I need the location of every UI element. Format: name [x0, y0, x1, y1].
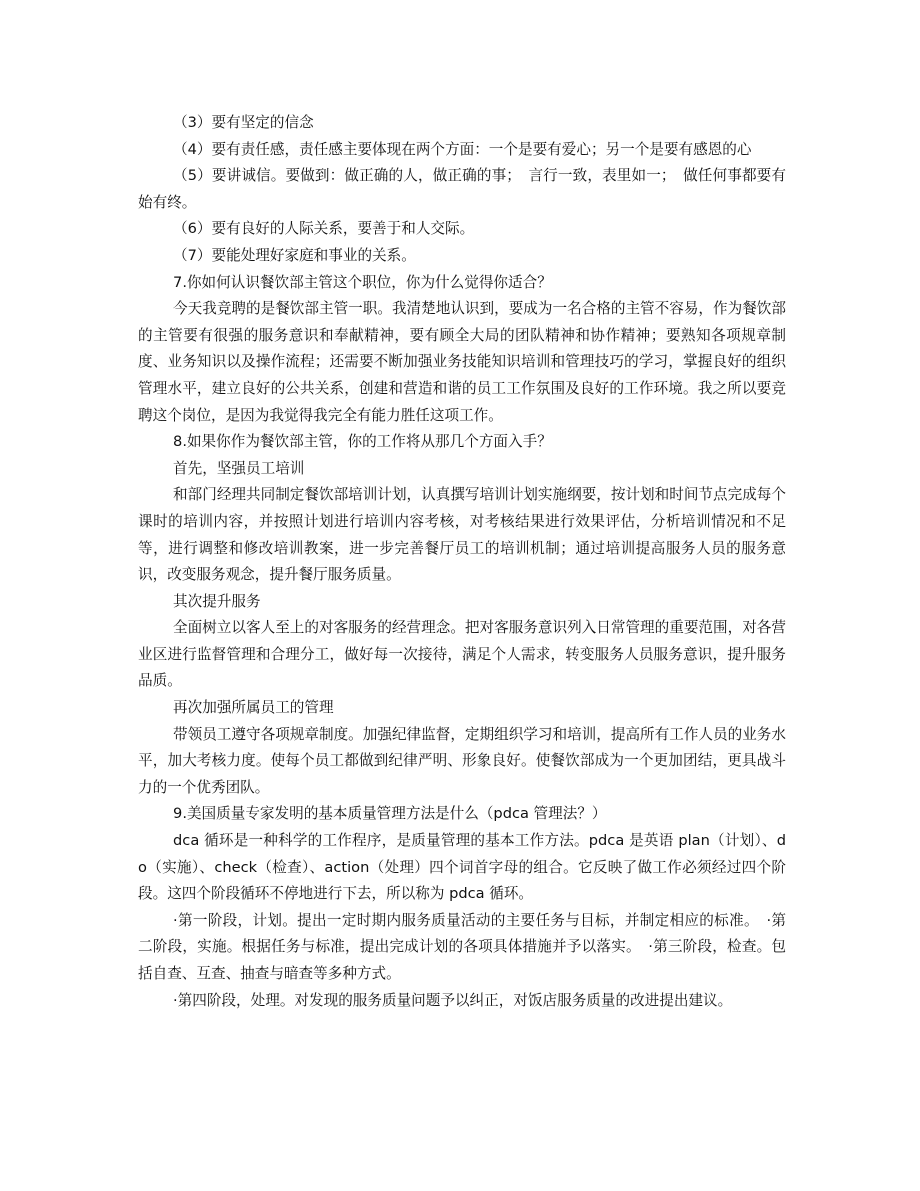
paragraph: 全面树立以客人至上的对客服务的经营理念。把对客服务意识列入日常管理的重要范围，对各营业区进行监督管理和合理分工，做好每一次接待，满足个人需求，转变服务人员服务意识，提升服务品质。 — [138, 619, 786, 690]
paragraph: （5）要讲诚信。要做到：做正确的人，做正确的事； 言行一致，表里如一； 做任何事都要有始有终。 — [138, 167, 786, 211]
paragraph: 和部门经理共同制定餐饮部培训计划，认真撰写培训计划实施纲要，按计划和时间节点完成每个课时的培训内容，并按照计划进行培训内容考核，对考核结果进行效果评估，分析培训情况和不足等，进行调整和修改培训教案，进一步完善餐厅员工的培训机制；通过培训提高服务人员的服务意识，改变服务观念，提升餐厅服务质量。 — [138, 486, 786, 584]
paragraph: （3）要有坚定的信念 — [173, 114, 314, 131]
paragraph: （4）要有责任感，责任感主要体现在两个方面：一个是要有爱心；另一个是要有感恩的心 — [173, 140, 752, 158]
question-heading: 7.你如何认识餐饮部主管这个职位，你为什么觉得你适合？ — [173, 273, 552, 291]
paragraph: ·第四阶段，处理。对发现的服务质量问题予以纠正，对饭店服务质量的改进提出建议。 — [173, 991, 733, 1009]
question-heading: 9.美国质量专家发明的基本质量管理方法是什么（pdca 管理法？） — [173, 805, 607, 823]
paragraph: 今天我竞聘的是餐饮部主管一职。我清楚地认识到，要成为一名合格的主管不容易，作为餐饮部的主管要有很强的服务意识和奉献精神，要有顾全大局的团队精神和协作精神；要熟知各项规章制度、业务知识以及操作流程；还需要不断加强业务技能知识培训和管理技巧的学习，掌握良好的组织管理水平，建立良好的公共关系，创建和营造和谐的员工工作氛围及良好的工作环境。我之所以要竞聘这个岗位，是因为我觉得我完全有能力胜任这项工作。 — [138, 300, 786, 424]
paragraph: （7）要能处理好家庭和事业的关系。 — [173, 246, 416, 264]
document-body — [138, 110, 786, 1014]
paragraph: ·第一阶段，计划。提出一定时期内服务质量活动的主要任务与目标，并制定相应的标准。 ·第二阶段，实施。根据任务与标准，提出完成计划的各项具体措施并予以落实。 ·第三阶段，检查。包括自查、互查、抽查与暗查等多种方式。 — [138, 911, 786, 982]
question-heading: 8.如果你作为餐饮部主管，你的工作将从那几个方面入手？ — [173, 433, 552, 451]
paragraph: （6）要有良好的人际关系，要善于和人交际。 — [173, 220, 475, 238]
paragraph: dca 循环是一种科学的工作程序，是质量管理的基本工作方法。pdca 是英语 plan（计划）、do（实施）、check（检查）、action（处理）四个词首字母的组合。它反映了做工作必须经过四个阶段。这四个阶段循环不停地进行下去，所以称为 pdca 循环。 — [138, 832, 786, 903]
paragraph: 带领员工遵守各项规章制度。加强纪律监督，定期组织学习和培训，提高所有工作人员的业务水平，加大考核力度。使每个员工都做到纪律严明、形象良好。使餐饮部成为一个更加团结，更具战斗力的一个优秀团队。 — [138, 725, 786, 796]
subheading: 再次加强所属员工的管理 — [173, 699, 334, 717]
subheading: 首先，坚强员工培训 — [173, 459, 305, 477]
subheading: 其次提升服务 — [173, 592, 261, 610]
